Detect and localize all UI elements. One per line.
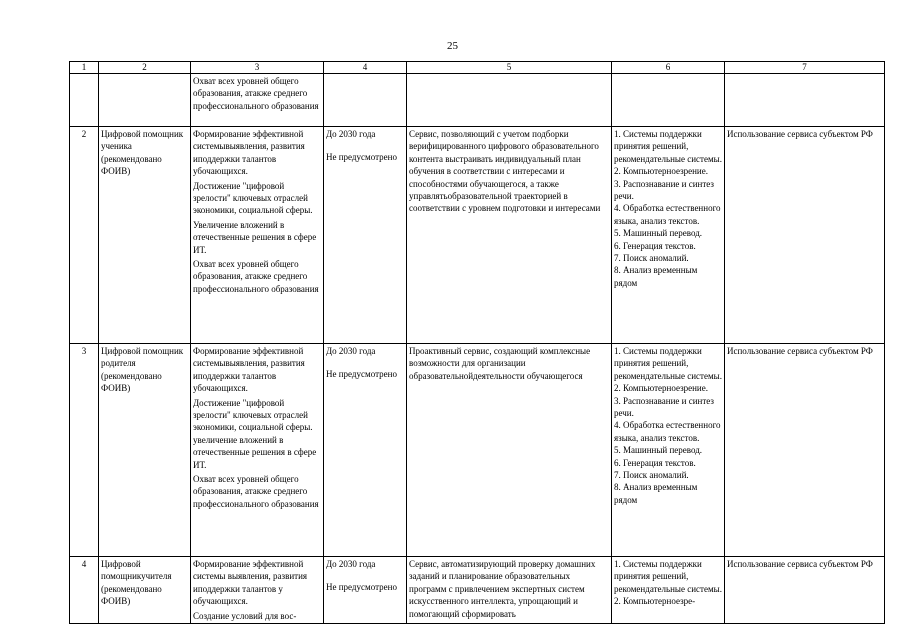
technology-item: 2. Компьютерноезре- [614,596,696,607]
funding-text: Не предусмотрено [326,582,397,593]
table-row [70,557,885,624]
cell-usage: Использование сервиса субъектом РФ [725,344,885,557]
services-table [69,61,885,624]
cell-goals [191,127,324,344]
technology-item: 6. Генерация текстов. [614,240,696,251]
goal-text: Достижение "цифровой зрелости" ключевых отраслей экономики, социальной сферы. увеличение вложений в отечественные решения в сфере ИТ. [193,397,317,470]
column-header: 7 [725,62,885,74]
cell-technologies [612,344,725,557]
goal-text: Охват всех уровней общего образования, атакже среднего профессионального образования [193,259,319,294]
technology-item: 2. Компьютерноезрение. [614,166,708,177]
continuation-row [70,74,885,127]
page-number: 25 [447,40,458,52]
technology-item: 1. Системы поддержки принятия решений, рекомендательные системы. [614,129,722,164]
cell-technologies [612,74,725,127]
deadline-text: До 2030 года [326,346,376,356]
cell-goals [191,344,324,557]
goal-text: Достижение "цифровой зрелости" ключевых отраслей экономики, социальной сферы. [193,180,313,216]
cell-name: Цифровой помощник ученика (рекомендовано ФОИВ) [99,127,191,344]
cell-usage: Использование сервиса субъектом РФ [725,557,885,624]
cell-name: Цифровой помощникучителя (рекомендовано ФОИВ) [99,557,191,624]
technology-item: 5. Машинный перевод. [614,445,703,456]
cell-num: 3 [70,344,99,557]
table-row [70,127,885,344]
cell-num: 4 [70,557,99,624]
technology-item: 1. Системы поддержки принятия решений, рекомендательные системы. [614,346,722,381]
goal-text: Создание условий для вос- [193,610,297,621]
column-header: 2 [99,62,191,74]
funding-text: Не предусмотрено [326,152,397,163]
column-header: 6 [612,62,725,74]
technology-item: 8. Анализ временным рядом [614,265,698,288]
goal-text: Формирование эффективной системывыявления, развития иподдержки талантов убочающихся. [193,346,305,394]
cell-goals [191,557,324,624]
technology-item: 7. Поиск аномалий. [614,470,689,481]
cell-goals [191,74,324,127]
goal-text: Формирование эффективной системывыявления, развития иподдержки талантов убочающихся. [193,129,305,177]
cell-technologies [612,127,725,344]
cell-num: 2 [70,127,99,344]
cell-usage [725,74,885,127]
technology-item: 6. Генерация текстов. [614,457,696,468]
cell-deadline [324,74,407,127]
deadline-text: До 2030 года [326,559,376,569]
cell-technologies [612,557,725,624]
goal-text: Формирование эффективной системы выявления, развития иподдержки талантов у обучающихся. [193,559,308,607]
goal-text: Увеличение вложений в отечественные решения в сфере ИТ. [193,219,317,255]
goal-text: Охват всех уровней общего образования, атакже среднего профессионального образования [193,76,319,111]
column-header: 5 [407,62,612,74]
cell-deadline [324,127,407,344]
technology-item: 5. Машинный перевод. [614,228,703,239]
column-header: 3 [191,62,324,74]
cell-name: Цифровой помощник родителя (рекомендовано ФОИВ) [99,344,191,557]
technology-item: 2. Компьютерноезрение. [614,383,708,394]
technology-item: 3. Распознавание и синтез речи. [614,395,714,419]
cell-deadline [324,557,407,624]
cell-num [70,74,99,127]
technology-item: 7. Поиск аномалий. [614,253,689,264]
goal-text: Охват всех уровней общего образования, атакже среднего профессионального образования [193,474,319,509]
technology-item: 1. Системы поддержки принятия решений, рекомендательные системы. [614,559,722,594]
cell-description [407,74,612,127]
cell-description: Сервис, позволяющий с учетом подборки верифицированного цифрового образовательного контента выстраивать индивидуальный план обучения в соответствии с интересами и способностями обучающегося, а также управлятьобразовательной траекторией в соответствии с уровнем подготовки и интересами [407,127,612,344]
column-header: 4 [324,62,407,74]
column-header: 1 [70,62,99,74]
cell-description: Проактивный сервис, создающий комплексные возможности для организации образовательнойдеятельности обучающегося [407,344,612,557]
cell-name [99,74,191,127]
cell-deadline [324,344,407,557]
technology-item: 3. Распознавание и синтез речи. [614,178,714,202]
deadline-text: До 2030 года [326,129,376,139]
funding-text: Не предусмотрено [326,369,397,380]
cell-usage: Использование сервиса субъектом РФ [725,127,885,344]
technology-item: 4. Обработка естественного языка, анализ текстов. [614,203,721,226]
cell-description: Сервис, автоматизирующий проверку домашних заданий и планирование образовательных программ с привлечением экспертных систем искусственного интеллекта, упрощающий и помогающий сформировать [407,557,612,624]
technology-item: 4. Обработка естественного языка, анализ текстов. [614,420,721,443]
table-row [70,344,885,557]
technology-item: 8. Анализ временным рядом [614,482,698,505]
table-header-row [70,62,885,74]
